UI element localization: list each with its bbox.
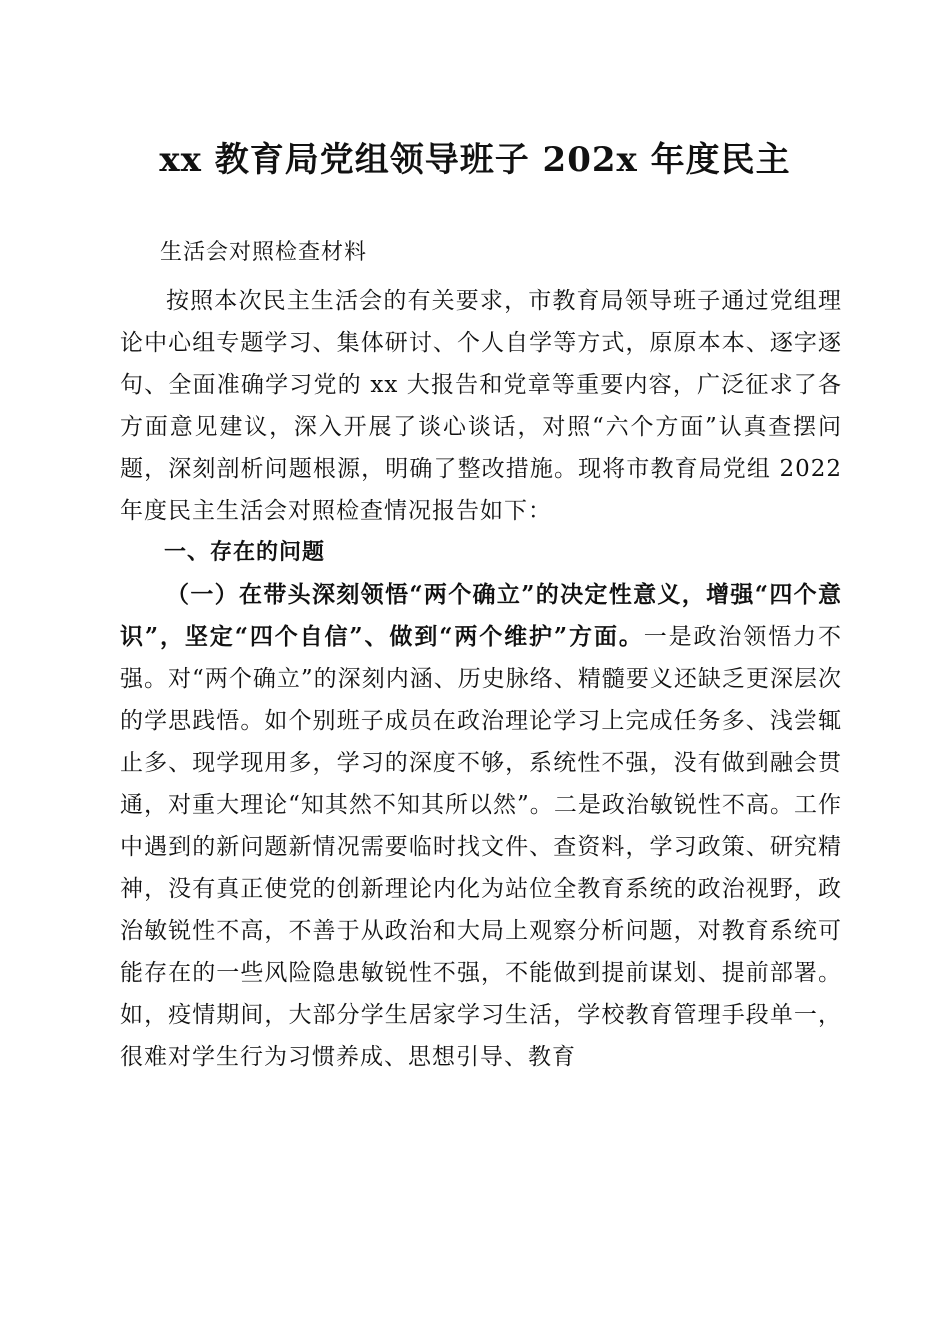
subsection-body-text: 一是政治领悟力不强。对“两个确立”的深刻内涵、历史脉络、精髓要义还缺乏更深层次的学思践悟。如个别班子成员在政治理论学习上完成任务多、浅尝辄止多、现学现用多，学习的深度不够，系统性不强，没有做到融会贯通，对重大理论“知其然不知其所以然”。二是政治敏锐性不高。工作中遇到的新问题新情况需要临时找文件、查资料，学习政策、研究精神，没有真正使党的创新理论内化为站位全教育系统的政治视野，政治敏锐性不高，不善于从政治和大局上观察分析问题，对教育系统可能存在的一些风险隐患敏锐性不强，不能做到提前谋划、提前部署。如，疫情期间，大部分学生居家学习生活，学校教育管理手段单一，很难对学生行为习惯养成、思想引导、教育 <box>120 624 842 1070</box>
intro-paragraph: 按照本次民主生活会的有关要求，市教育局领导班子通过党组理论中心组专题学习、集体研讨、个人自学等方式，原原本本、逐字逐句、全面准确学习党的 xx 大报告和党章等重要内容，广泛征求了各方面意见建议，深入开展了谈心谈话，对照“六个方面”认真查摆问题，深刻剖析问题根源，明确了整改措施。现将市教育局党组 2022 年度民主生活会对照检查情况报告如下： <box>120 288 842 524</box>
section-heading-problems: 一、存在的问题 <box>164 540 326 565</box>
subsection-heading: （一）在带头深刻领悟“两个确立”的决定性意义，增强“四个意识”，坚定“四个自信”、做到“两个维护”方面。 <box>120 581 842 650</box>
document-title: xx 教育局党组领导班子 202x 年度民主 <box>159 140 791 180</box>
subsection-paragraph <box>120 574 842 1078</box>
document-subtitle: 生活会对照检查材料 <box>160 240 368 265</box>
document-body <box>120 280 842 1078</box>
